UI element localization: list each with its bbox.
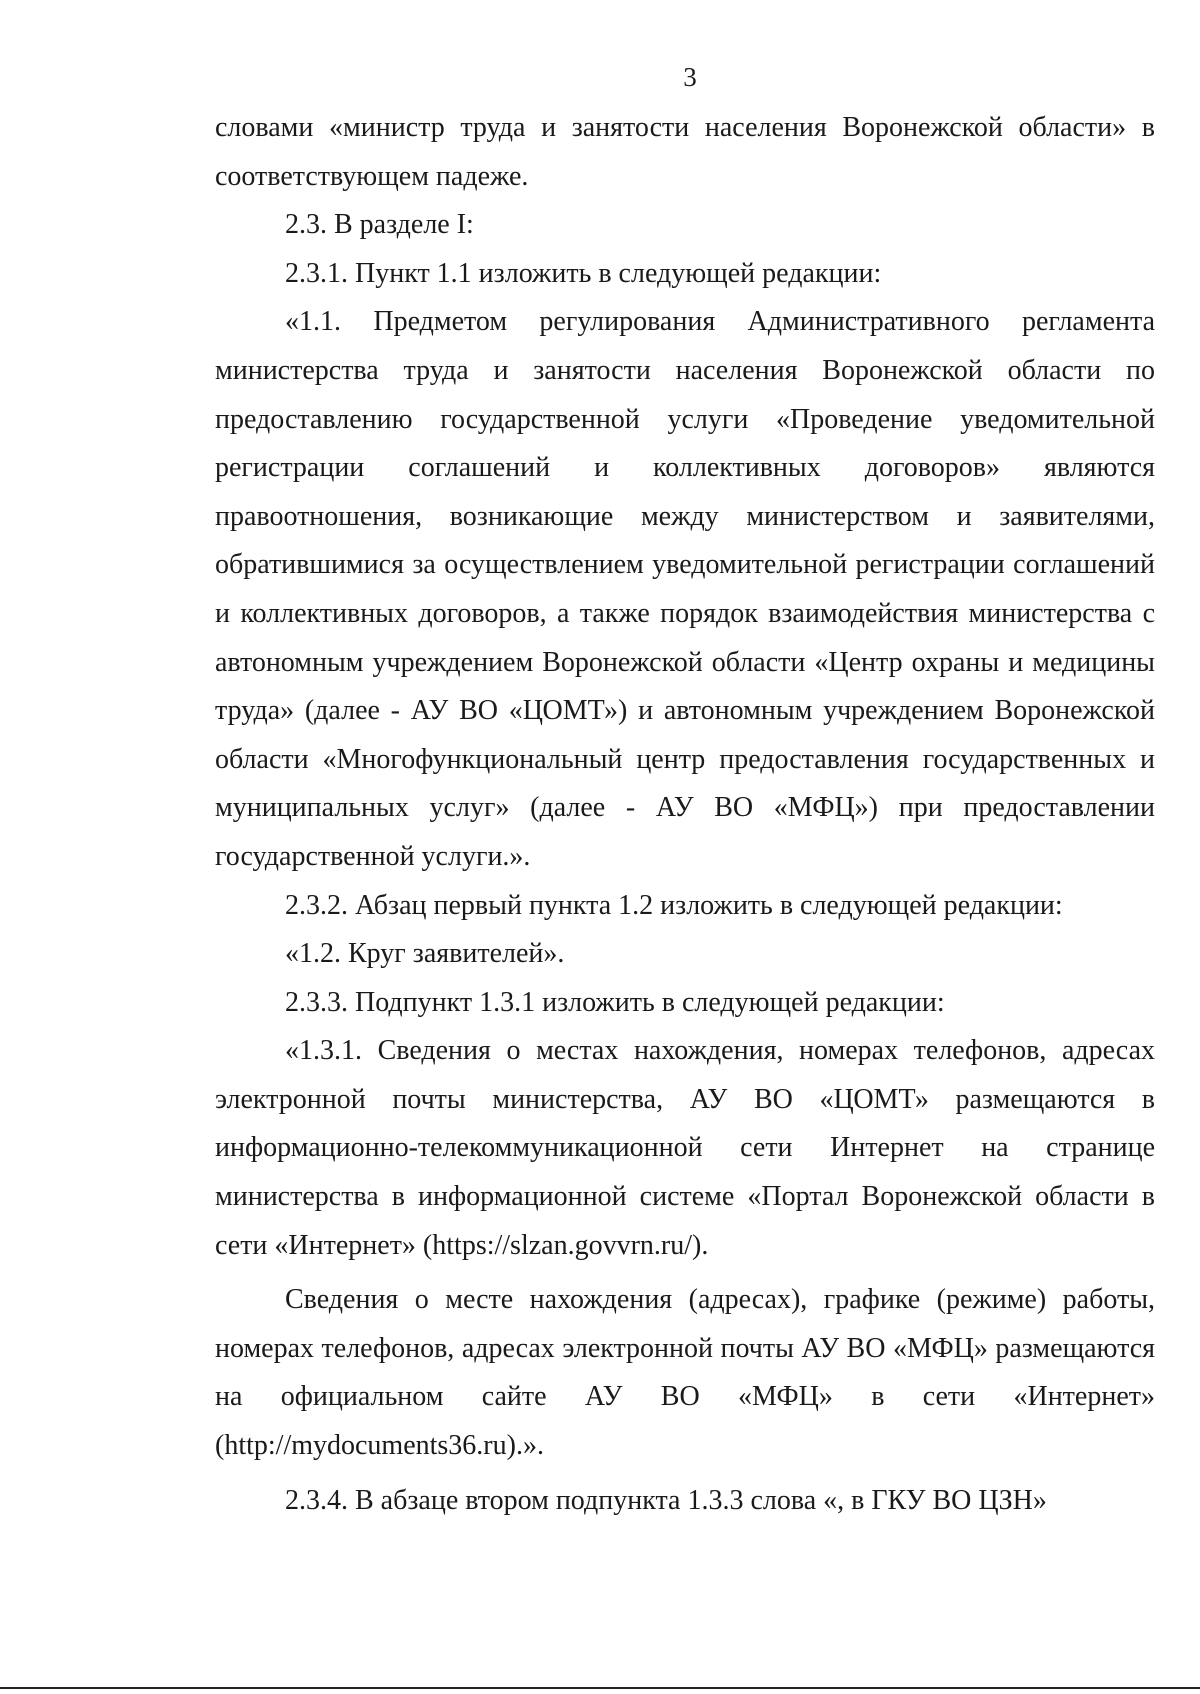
paragraph-mfc-info: Сведения о месте нахождения (адресах), графике (режиме) работы, номерах телефонов, адресах электронной почты АУ ВО «МФЦ» размещаются на официальном сайте АУ ВО «МФЦ» в сети «Интернет» (http://mydocuments36.ru).». [215, 1284, 1155, 1462]
paragraph-quote-1-1: «1.1. Предметом регулирования Административного регламента министерства труда и занятости населения Воронежской области по предоставлению государственной услуги «Проведение уведомительной регистрации соглашений и коллективных договоров» являются правоотношения, возникающие между министерством и заявителями, обратившимися за осуществлением уведомительной регистрации соглашений и коллективных договоров, а также порядок взаимодействия министерства с автономным учреждением Воронежской области «Центр охраны и медицины труда» (далее - АУ ВО «ЦОМТ») и автономным учреждением Воронежской области «Многофункциональный центр предоставления государственных и муниципальных услуг» (далее - АУ ВО «МФЦ») при предоставлении государственной услуги.». [215, 306, 1155, 872]
paragraph-2-3-4: 2.3.4. В абзаце втором подпункта 1.3.3 слова «, в ГКУ ВО ЦЗН» [285, 1484, 1047, 1516]
document-body [215, 104, 1155, 1525]
paragraph-2-3-2: 2.3.2. Абзац первый пункта 1.2 изложить в следующей редакции: [285, 889, 1063, 921]
page-number: 3 [683, 62, 697, 92]
paragraph-continuation: словами «министр труда и занятости населения Воронежской области» в соответствующем падеже. [215, 112, 1155, 192]
paragraph-quote-1-3-1: «1.3.1. Сведения о местах нахождения, номерах телефонов, адресах электронной почты министерства, АУ ВО «ЦОМТ» размещаются в информационно-телекоммуникационной сети Интернет на странице министерства в информационной системе «Портал Воронежской области в сети «Интернет» (https://slzan.govvrn.ru/). [215, 1035, 1155, 1261]
paragraph-quote-1-2: «1.2. Круг заявителей». [285, 938, 565, 970]
paragraph-2-3-1: 2.3.1. Пункт 1.1 изложить в следующей редакции: [285, 257, 882, 289]
paragraph-2-3-3: 2.3.3. Подпункт 1.3.1 изложить в следующей редакции: [285, 986, 945, 1018]
paragraph-2-3: 2.3. В разделе I: [285, 209, 474, 241]
page-bottom-edge [0, 1687, 1200, 1689]
